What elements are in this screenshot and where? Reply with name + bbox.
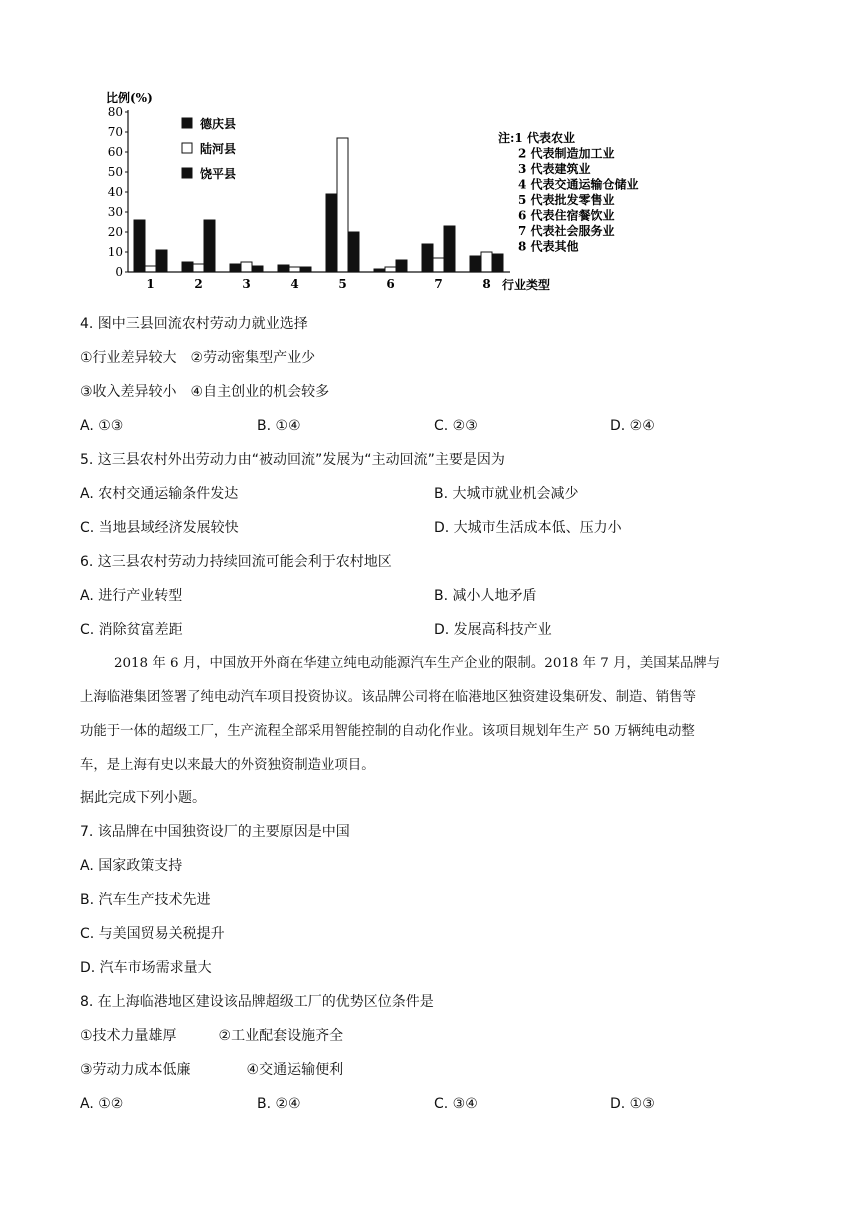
bar-2-cat-6 — [385, 267, 396, 272]
x-tick-label: 8 — [482, 277, 491, 291]
q8-statement-1: ①技术力量雄厚 ②工业配套设施齐全 — [80, 1028, 344, 1044]
bar-2-cat-5 — [337, 138, 348, 272]
q8-option-a: A. ①② — [80, 1096, 124, 1112]
q7-option-c: C. 与美国贸易关税提升 — [80, 926, 225, 942]
x-axis-label: 行业类型 — [502, 278, 551, 292]
legend-label: 饶平县 — [200, 167, 237, 181]
bar-3-cat-7 — [444, 226, 455, 272]
q7-option-d: D. 汽车市场需求量大 — [80, 960, 212, 976]
legend-label: 德庆县 — [200, 117, 237, 131]
q6-option-c: C. 消除贫富差距 — [80, 622, 183, 638]
y-tick-label: 30 — [107, 205, 123, 219]
passage-line-3: 功能于一体的超级工厂，生产流程全部采用智能控制的自动化作业。该项目规划年生产 50 万辆纯电动整 — [80, 724, 695, 739]
passage-line-4: 车，是上海有史以来最大的外资独资制造业项目。 — [80, 758, 375, 773]
q7-option-b: B. 汽车生产技术先进 — [80, 892, 211, 908]
y-tick-label: 60 — [107, 145, 123, 159]
bar-3-cat-5 — [348, 232, 359, 272]
q4-option-c: C. ②③ — [434, 418, 478, 434]
q8-option-c: C. ③④ — [434, 1096, 478, 1112]
bar-1-cat-5 — [326, 194, 337, 272]
y-tick-label: 0 — [115, 265, 123, 279]
bar-chart — [100, 88, 660, 298]
q6-option-b: B. 减小人地矛盾 — [434, 588, 537, 604]
bar-1-cat-7 — [422, 244, 433, 272]
chart-note: 7 代表社会服务业 — [518, 224, 615, 238]
bar-3-cat-6 — [396, 260, 407, 272]
bar-2-cat-2 — [193, 264, 204, 272]
q8-statement-2: ③劳动力成本低廉 ④交通运输便利 — [80, 1062, 344, 1078]
chart-note: 8 代表其他 — [518, 239, 579, 254]
q4-option-a: A. ①③ — [80, 418, 124, 434]
q4-stem: 4. 图中三县回流农村劳动力就业选择 — [80, 316, 308, 332]
bar-1-cat-2 — [182, 262, 193, 272]
bar-2-cat-4 — [289, 267, 300, 272]
bar-3-cat-3 — [252, 266, 263, 272]
q7-stem: 7. 该品牌在中国独资设厂的主要原因是中国 — [80, 824, 350, 840]
q8-stem: 8. 在上海临港地区建设该品牌超级工厂的优势区位条件是 — [80, 994, 434, 1010]
x-tick-label: 4 — [290, 277, 299, 291]
passage-line-2: 上海临港集团签署了纯电动汽车项目投资协议。该品牌公司将在临港地区独资建设集研发、制造、销售等 — [80, 690, 696, 705]
chart-note: 6 代表住宿餐饮业 — [518, 208, 615, 223]
y-axis-label: 比例(%) — [106, 91, 153, 105]
q4-statement-1: ①行业差异较大 ②劳动密集型产业少 — [80, 350, 316, 366]
q4-option-d: D. ②④ — [610, 418, 655, 434]
x-tick-label: 1 — [146, 277, 155, 291]
bar-1-cat-1 — [134, 220, 145, 272]
y-tick-label: 20 — [107, 225, 123, 239]
legend-label: 陆河县 — [200, 142, 237, 156]
bar-3-cat-4 — [300, 267, 311, 272]
bar-3-cat-8 — [492, 254, 503, 272]
q7-option-a: A. 国家政策支持 — [80, 858, 183, 874]
legend-swatch — [182, 118, 192, 128]
q8-option-d: D. ①③ — [610, 1096, 655, 1112]
x-tick-label: 3 — [242, 277, 251, 291]
q5-option-b: B. 大城市就业机会减少 — [434, 486, 579, 502]
q5-option-a: A. 农村交通运输条件发达 — [80, 486, 239, 502]
legend-swatch — [182, 168, 192, 178]
x-tick-label: 5 — [338, 277, 347, 291]
bar-1-cat-3 — [230, 264, 241, 272]
q5-option-c: C. 当地县域经济发展较快 — [80, 520, 239, 536]
chart-note: 注:1 代表农业 — [498, 131, 575, 145]
chart-note: 3 代表建筑业 — [518, 162, 591, 176]
bar-1-cat-4 — [278, 265, 289, 272]
bar-2-cat-1 — [145, 266, 156, 272]
bar-2-cat-3 — [241, 262, 252, 272]
q5-option-d: D. 大城市生活成本低、压力小 — [434, 520, 622, 536]
legend-swatch — [182, 143, 192, 153]
passage-instruction: 据此完成下列小题。 — [80, 790, 206, 806]
q5-stem: 5. 这三县农村外出劳动力由“被动回流”发展为“主动回流”主要是因为 — [80, 452, 505, 468]
q8-option-b: B. ②④ — [257, 1096, 301, 1112]
bar-2-cat-8 — [481, 252, 492, 272]
x-tick-label: 7 — [434, 277, 443, 291]
chart-note: 2 代表制造加工业 — [518, 146, 615, 161]
y-tick-label: 80 — [107, 105, 123, 119]
y-tick-label: 70 — [107, 125, 123, 139]
chart-note: 4 代表交通运输仓储业 — [518, 177, 639, 192]
q6-option-d: D. 发展高科技产业 — [434, 622, 552, 638]
y-tick-label: 50 — [107, 165, 123, 179]
bar-1-cat-8 — [470, 256, 481, 272]
q4-option-b: B. ①④ — [257, 418, 301, 434]
y-tick-label: 10 — [107, 245, 123, 259]
bar-3-cat-1 — [156, 250, 167, 272]
bar-2-cat-7 — [433, 258, 444, 272]
chart-note: 5 代表批发零售业 — [518, 193, 615, 207]
q4-statement-2: ③收入差异较小 ④自主创业的机会较多 — [80, 384, 330, 400]
q6-stem: 6. 这三县农村劳动力持续回流可能会利于农村地区 — [80, 554, 392, 570]
bar-3-cat-2 — [204, 220, 215, 272]
x-tick-label: 6 — [386, 277, 395, 291]
x-tick-label: 2 — [194, 277, 203, 291]
passage-line-1: 2018 年 6 月，中国放开外商在华建立纯电动能源汽车生产企业的限制。2018 年 7 月，美国某品牌与 — [114, 656, 721, 671]
q6-option-a: A. 进行产业转型 — [80, 588, 183, 604]
y-tick-label: 40 — [107, 185, 123, 199]
